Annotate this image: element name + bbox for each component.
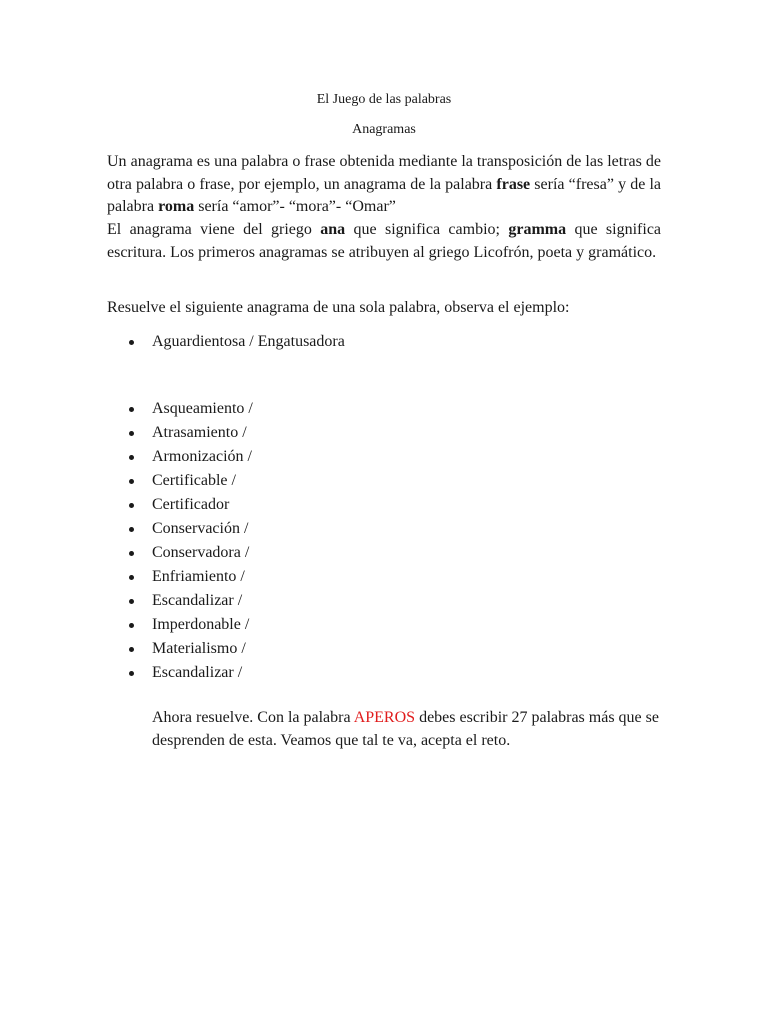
list-item-text: Enfriamiento /	[152, 568, 245, 585]
text-run: sería “amor”- “mora”- “Omar”	[194, 198, 396, 215]
text-run: debes escribir 27 palabras más que se desprenden de esta. Veamos que tal te va, acepta el reto.	[152, 709, 659, 749]
list-item-text: Armonización /	[152, 448, 252, 465]
text-run: que significa cambio;	[345, 221, 509, 238]
list-item-text: Certificable /	[152, 472, 236, 489]
list-item-text: Imperdonable /	[152, 616, 250, 633]
text-run: El anagrama viene del griego	[107, 221, 321, 238]
list-item	[107, 637, 253, 661]
list-item-text: Certificador	[152, 496, 230, 513]
list-item-text: Materialismo /	[152, 640, 246, 657]
bullet-icon	[129, 455, 134, 460]
intro-paragraph-2	[107, 219, 661, 264]
document-subtitle: Anagramas	[352, 122, 416, 137]
bullet-icon	[129, 407, 134, 412]
list-item	[107, 541, 253, 565]
example-list	[107, 330, 345, 354]
bullet-icon	[129, 431, 134, 436]
bold-word-frase: frase	[496, 175, 531, 193]
bullet-icon	[129, 503, 134, 508]
list-item-text: Conservación /	[152, 520, 249, 537]
list-item	[107, 445, 253, 469]
list-item	[107, 330, 345, 354]
list-item-text: Escandalizar /	[152, 592, 243, 609]
bullet-icon	[129, 575, 134, 580]
text-run: que significa escritura. Los primeros anagramas se atribuyen al griego Licofrón, poeta y gramático.	[107, 221, 662, 261]
bullet-icon	[129, 599, 134, 604]
list-item	[107, 589, 253, 613]
list-item	[107, 661, 253, 685]
instruction-text: Resuelve el siguiente anagrama de una sola palabra, observa el ejemplo:	[107, 299, 570, 316]
bullet-icon	[129, 551, 134, 556]
list-item	[107, 469, 253, 493]
bold-word-roma: roma	[158, 198, 195, 215]
list-item	[107, 613, 253, 637]
bullet-icon	[129, 479, 134, 484]
list-item-text: Atrasamiento /	[152, 424, 247, 441]
list-item	[107, 517, 253, 541]
bullet-icon	[129, 340, 134, 345]
list-item-text: Aguardientosa / Engatusadora	[152, 333, 345, 350]
bold-word-ana: ana	[320, 221, 346, 238]
anagram-list	[107, 397, 253, 685]
document-title: El Juego de las palabras	[316, 92, 452, 107]
intro-paragraph-1	[107, 151, 661, 219]
text-run: sería “fresa” y de la palabra	[107, 175, 662, 215]
list-item	[107, 421, 253, 445]
list-item-text: Conservadora /	[152, 544, 250, 561]
list-item-text: Escandalizar /	[152, 664, 243, 681]
list-item	[107, 493, 253, 517]
bullet-icon	[129, 647, 134, 652]
text-run: Un anagrama es una palabra o frase obtenida mediante la transposición de las letras de otra palabra o frase, por ejemplo, un anagrama de la palabra	[107, 153, 661, 193]
highlighted-word-aperos: APEROS	[353, 709, 416, 726]
bullet-icon	[129, 623, 134, 628]
bold-word-gramma: gramma	[508, 221, 567, 238]
bullet-icon	[129, 527, 134, 532]
list-item	[107, 397, 253, 421]
text-run: Ahora resuelve. Con la palabra	[152, 709, 354, 726]
bullet-icon	[129, 671, 134, 676]
challenge-paragraph	[152, 706, 672, 752]
list-item-text: Asqueamiento /	[152, 400, 253, 417]
list-item	[107, 565, 253, 589]
